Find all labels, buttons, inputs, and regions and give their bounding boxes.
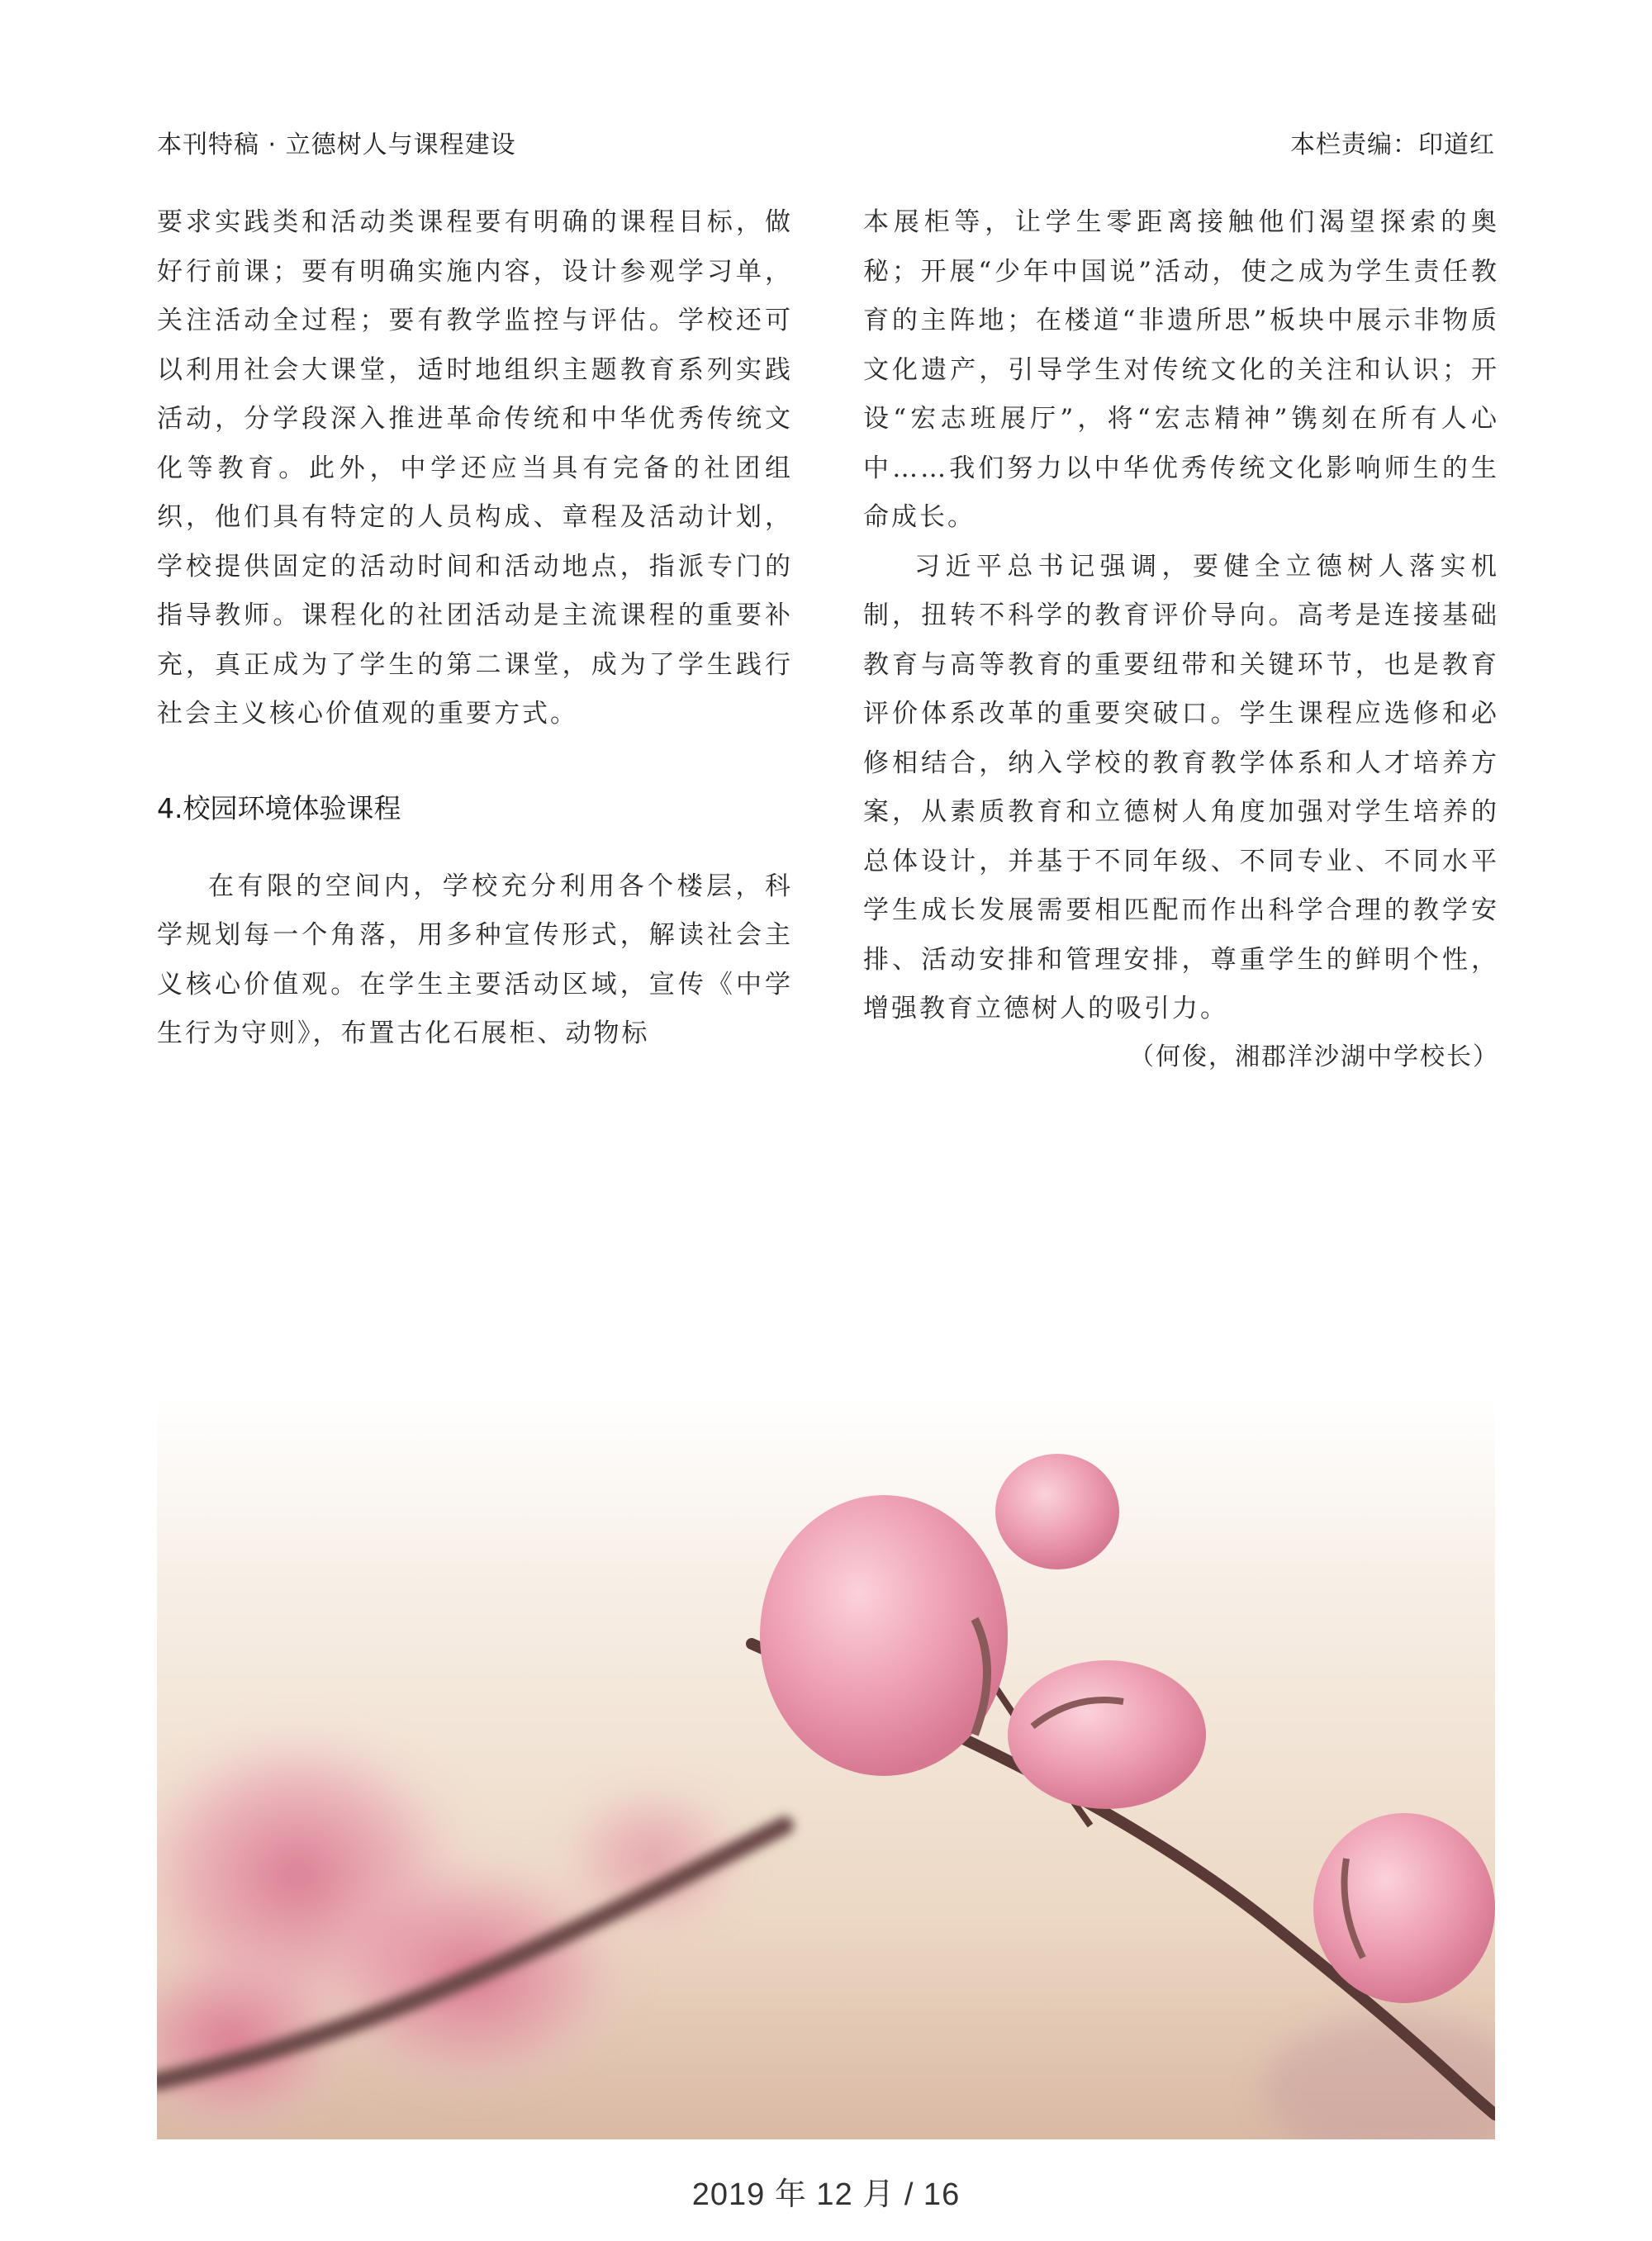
right-paragraph-2: 习近平总书记强调，要健全立德树人落实机制，扭转不科学的教育评价导向。高考是连接基础教育与高等教育的重要纽带和关键环节，也是教育评价体系改革的重要突破口。学生课程应选修和必修相结合，纳入学校的教育教学体系和人才培养方案，从素质教育和立德树人角度加强对学生培养的总体设计，并基于不同年级、不同专业、不同水平学生成长发展需要相匹配而作出科学合理的教学安排、活动安排和管理安排，尊重学生的鲜明个性，增强教育立德树人的吸引力。 xyxy=(863,551,1499,1023)
left-column xyxy=(157,198,793,1059)
author-signature: （何俊，湘郡洋沙湖中学校长） xyxy=(1129,1042,1499,1071)
editor-label: 本栏责编：印道红 xyxy=(1290,131,1495,159)
page-header xyxy=(157,124,1495,173)
right-column xyxy=(863,198,1499,1080)
section-label: 本刊特稿 · 立德树人与课程建设 xyxy=(157,131,516,159)
peach-blossom-photo xyxy=(157,1396,1495,2139)
page-footer: 2019 年 12 月 / 16 xyxy=(691,2177,961,2212)
left-paragraph-1: 要求实践类和活动类课程要有明确的课程目标，做好行前课；要有明确实施内容，设计参观学习单，关注活动全过程；要有教学监控与评估。学校还可以利用社会大课堂，适时地组织主题教育系列实践活动，分学段深入推进革命传统和中华优秀传统文化等教育。此外，中学还应当具有完备的社团组织，他们具有特定的人员构成、章程及活动计划，学校提供固定的活动时间和活动地点，指派专门的指导教师。课程化的社团活动是主流课程的重要补充，真正成为了学生的第二课堂，成为了学生践行社会主义核心价值观的重要方式。 xyxy=(157,207,793,729)
left-paragraph-2: 在有限的空间内，学校充分利用各个楼层，科学规划每一个角落，用多种宣传形式，解读社会主义核心价值观。在学生主要活动区域，宣传《中学生行为守则》，布置古化石展柜、动物标 xyxy=(157,871,793,1048)
right-paragraph-1: 本展柜等，让学生零距离接触他们渴望探索的奥秘；开展“少年中国说”活动，使之成为学生责任教育的主阵地；在楼道“非遗所思”板块中展示非物质文化遗产，引导学生对传统文化的关注和认识；开设“宏志班展厅”，将“宏志精神”镌刻在所有人心中……我们努力以中华优秀传统文化影响师生的生命成长。 xyxy=(863,207,1499,532)
section-heading: 4.校园环境体验课程 xyxy=(157,791,401,824)
